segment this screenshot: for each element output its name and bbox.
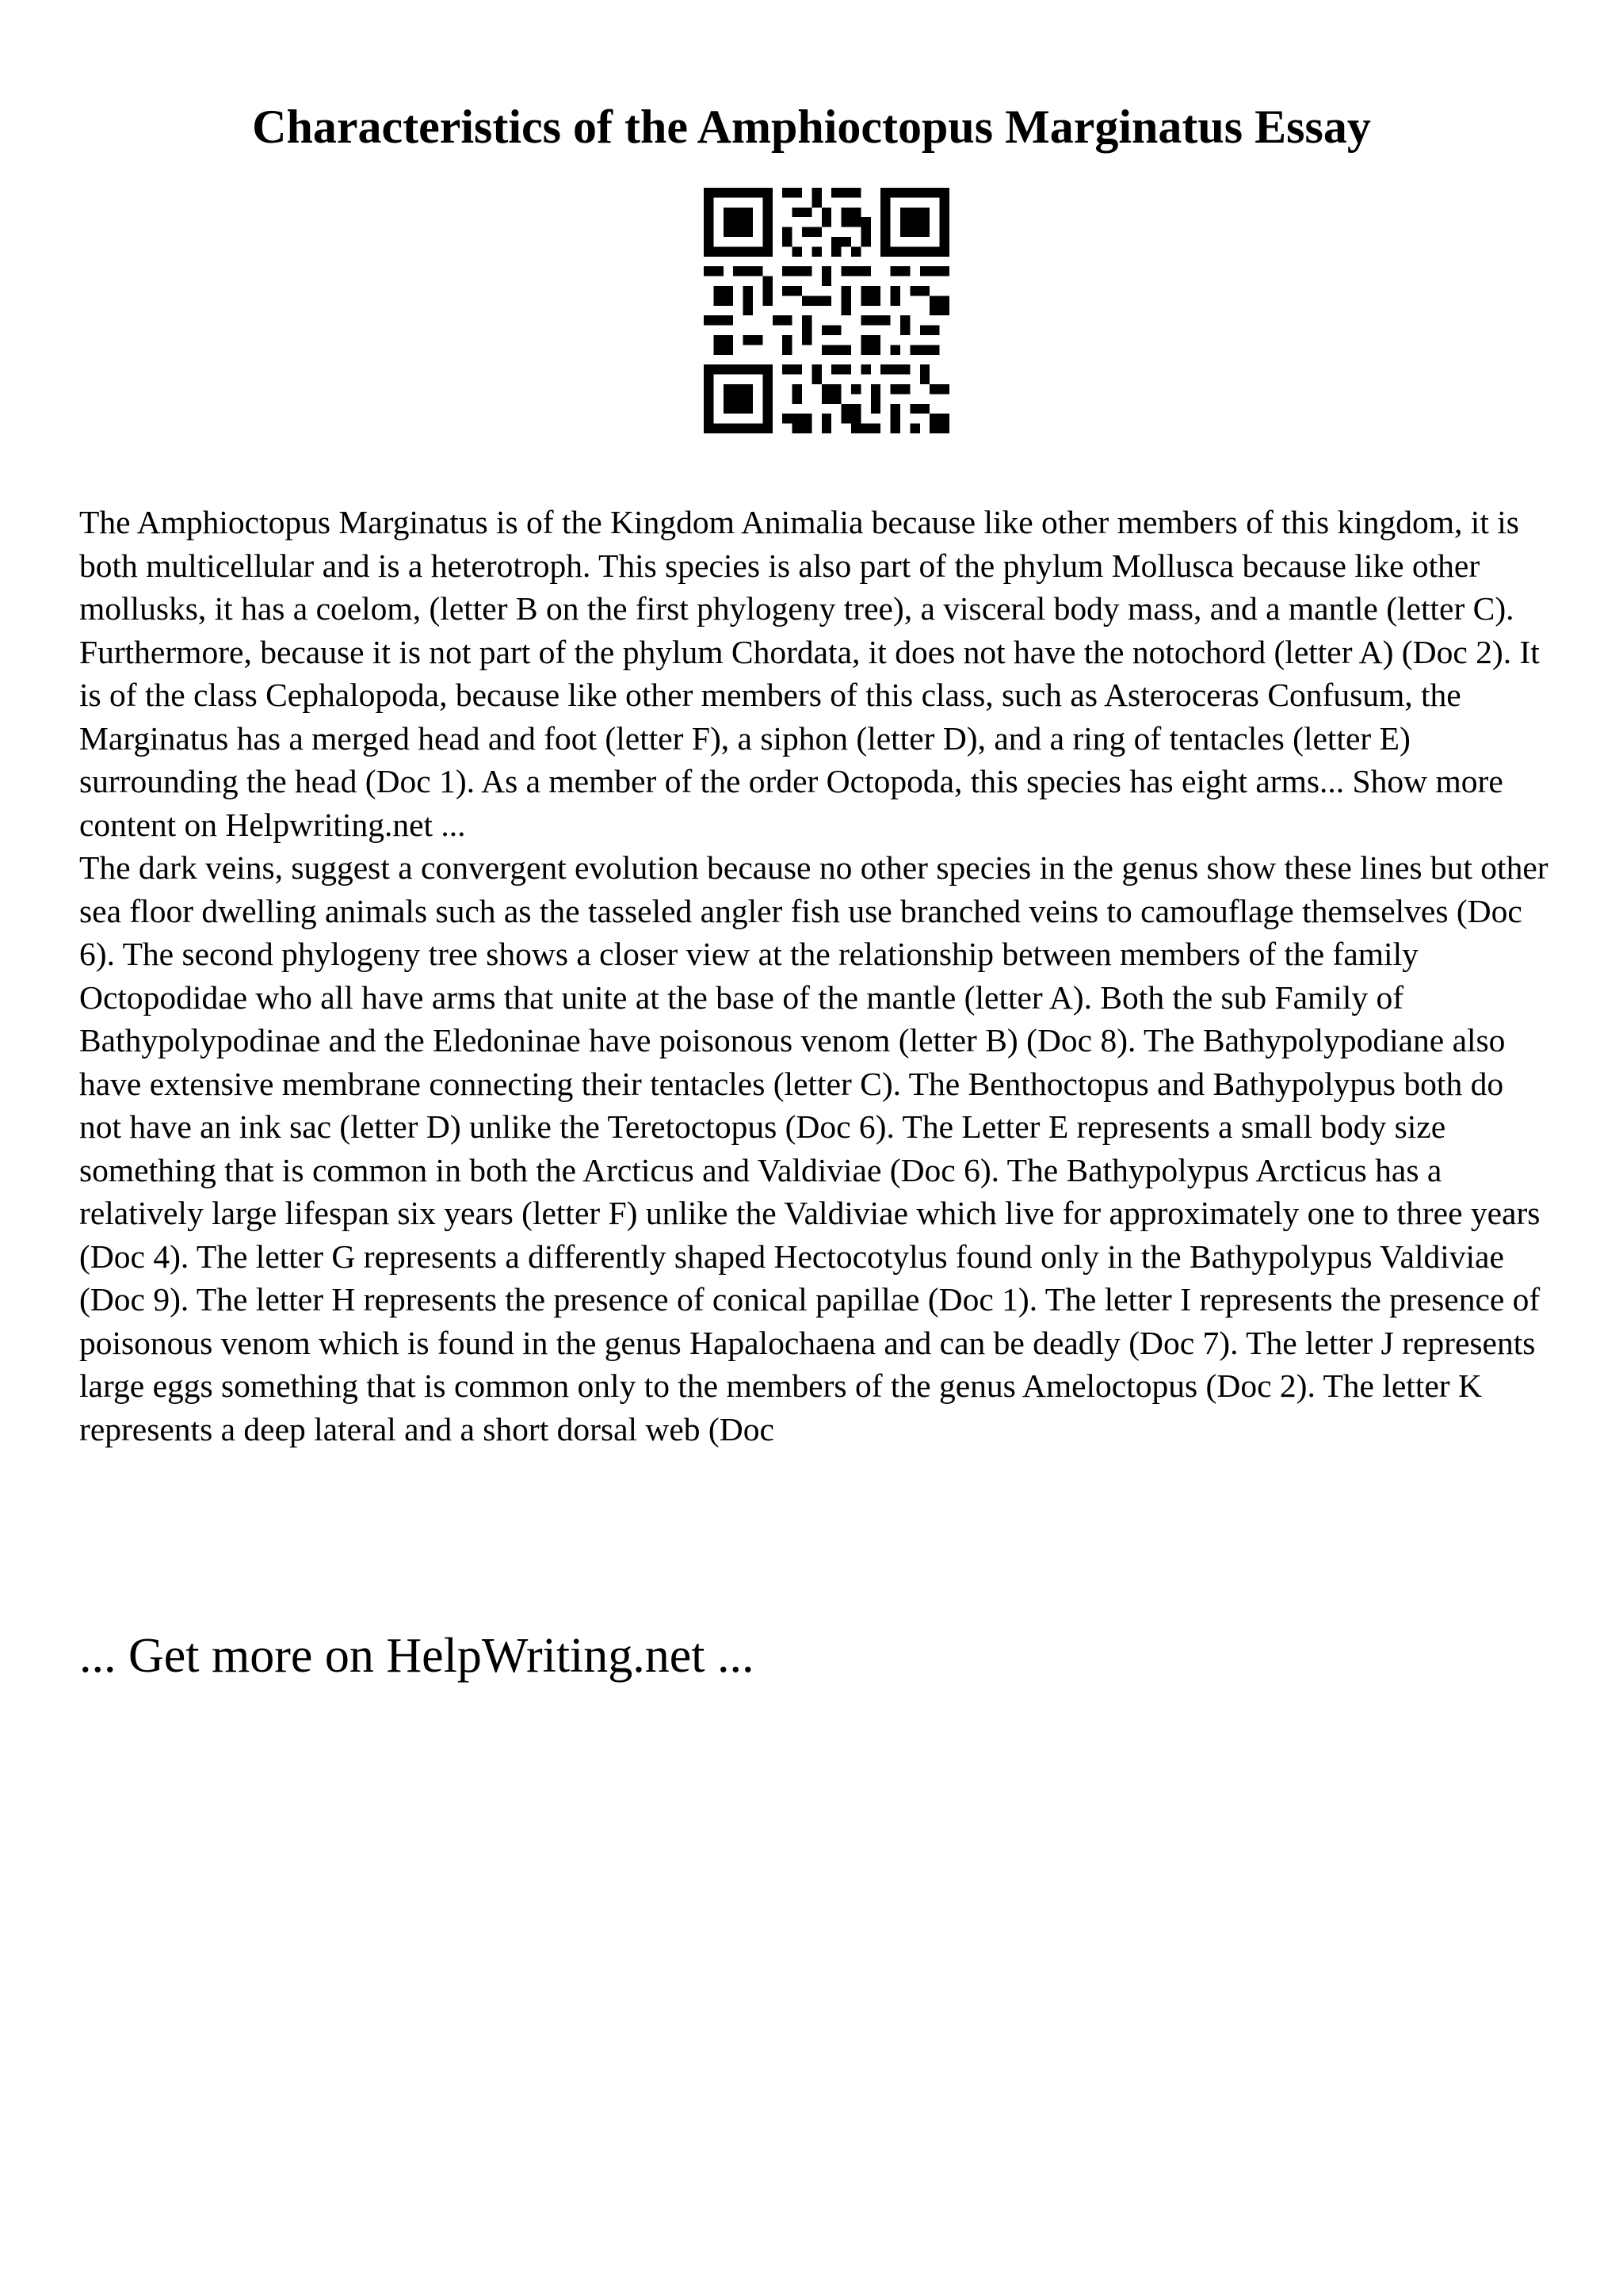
qr-code-icon [704,188,949,433]
essay-body [79,501,1553,1451]
essay-paragraph-1: The Amphioctopus Marginatus is of the Kingdom Animalia because like other members of this kingdom, it is both multicellular and is a heterotroph. This species is also part of the phylum Mollusca because like other mollusks, it has a coelom, (letter B on the first phylogeny tree), a visceral body mass, and a mantle (letter C). Furthermore, because it is not part of the phylum Chordata, it does not have the notochord (letter A) (Doc 2). It is of the class Cephalopoda, because like other members of this class, such as Asteroceras Confusum, the Marginatus has a merged head and foot (letter F), a siphon (letter D), and a ring of tentacles (letter E) surrounding the head (Doc 1). As a member of the order Octopoda, this species has eight arms... Show more content on Helpwriting.net ... [79,504,1540,843]
document-title: Characteristics of the Amphioctopus Marginatus Essay [252,101,1371,153]
get-more-link[interactable]: ... Get more on HelpWriting.net ... [79,1629,754,1683]
essay-paragraph-2: The dark veins, suggest a convergent evolution because no other species in the genus show these lines but other sea floor dwelling animals such as the tasseled angler fish use branched veins to camouflage themselves (Doc 6). The second phylogeny tree shows a closer view at the relationship between members of the family Octopodidae who all have arms that unite at the base of the mantle (letter A). Both the sub Family of Bathypolypodinae and the Eledoninae have poisonous venom (letter B) (Doc 8). The Bathypolypodiane also have extensive membrane connecting their tentacles (letter C). The Benthoctopus and Bathypolypus both do not have an ink sac (letter D) unlike the Teretoctopus (Doc 6). The Letter E represents a small body size something that is common in both the Arcticus and Valdiviae (Doc 6). The Bathypolypus Arcticus has a relatively large lifespan six years (letter F) unlike the Valdiviae which live for approximately one to three years (Doc 4). The letter G represents a differently shaped Hectocotylus found only in the Bathypolypus Valdiviae (Doc 9). The letter H represents the presence of conical papillae (Doc 1). The letter I represents the presence of poisonous venom which is found in the genus Hapalochaena and can be deadly (Doc 7). The letter J represents large eggs something that is common only to the members of the genus Ameloctopus (Doc 2). The letter K represents a deep lateral and a short dorsal web (Doc [79,849,1549,1447]
